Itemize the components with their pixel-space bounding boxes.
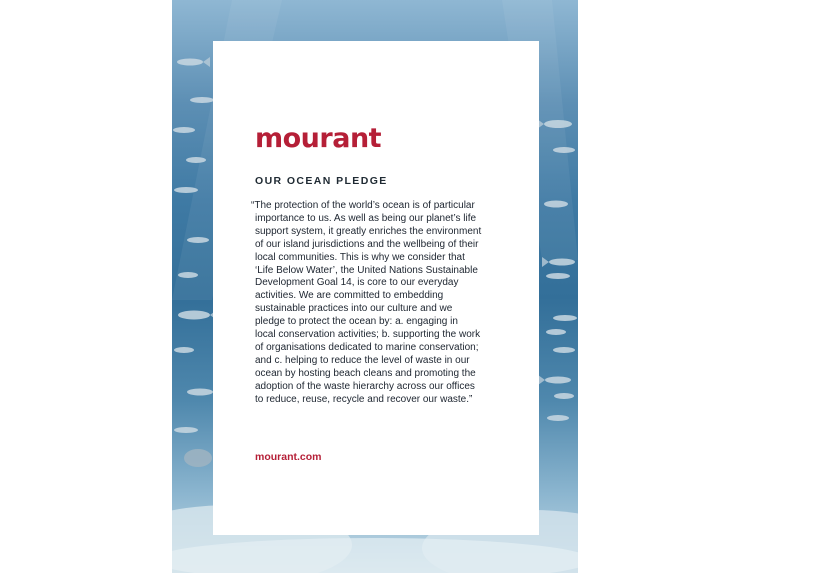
pledge-line: activities. We are committed to embedding (255, 290, 444, 302)
pledge-card (213, 41, 539, 535)
pledge-line: local communities. This is why we consider that (255, 251, 465, 263)
pledge-line: “The protection of the world’s ocean is of particular (251, 200, 475, 211)
pledge-line: ocean by hosting beach cleans and promoting the (255, 367, 476, 379)
page-title: OUR OCEAN PLEDGE (255, 175, 388, 187)
pledge-text (251, 200, 507, 407)
pledge-line: importance to us. As well as being our planet’s life (255, 212, 477, 224)
pledge-line: adoption of the waste hierarchy across our offices (255, 380, 475, 392)
pledge-line: and c. helping to reduce the level of waste in our (255, 354, 470, 366)
pledge-line: to reduce, reuse, recycle and recover our waste.” (255, 393, 473, 405)
pledge-line: local conservation activities; b. supporting the work (255, 329, 481, 341)
website-link[interactable]: mourant.com (255, 451, 322, 463)
mourant-logo: mourant (255, 123, 382, 154)
pledge-line: sustainable practices into our culture and we (255, 303, 453, 315)
pledge-line: pledge to protect the ocean by: a. engaging in (255, 316, 458, 328)
pledge-line: of organisations dedicated to marine conservation; (255, 341, 479, 353)
pledge-line: support system, it greatly enriches the environment (255, 225, 482, 237)
ocean-poster (172, 0, 578, 573)
pledge-line: of our island jurisdictions and the wellbeing of their (255, 238, 479, 250)
pledge-line: Development Goal 14, is core to our everyday (255, 277, 459, 289)
pledge-line: ‘Life Below Water’, the United Nations Sustainable (255, 264, 478, 276)
